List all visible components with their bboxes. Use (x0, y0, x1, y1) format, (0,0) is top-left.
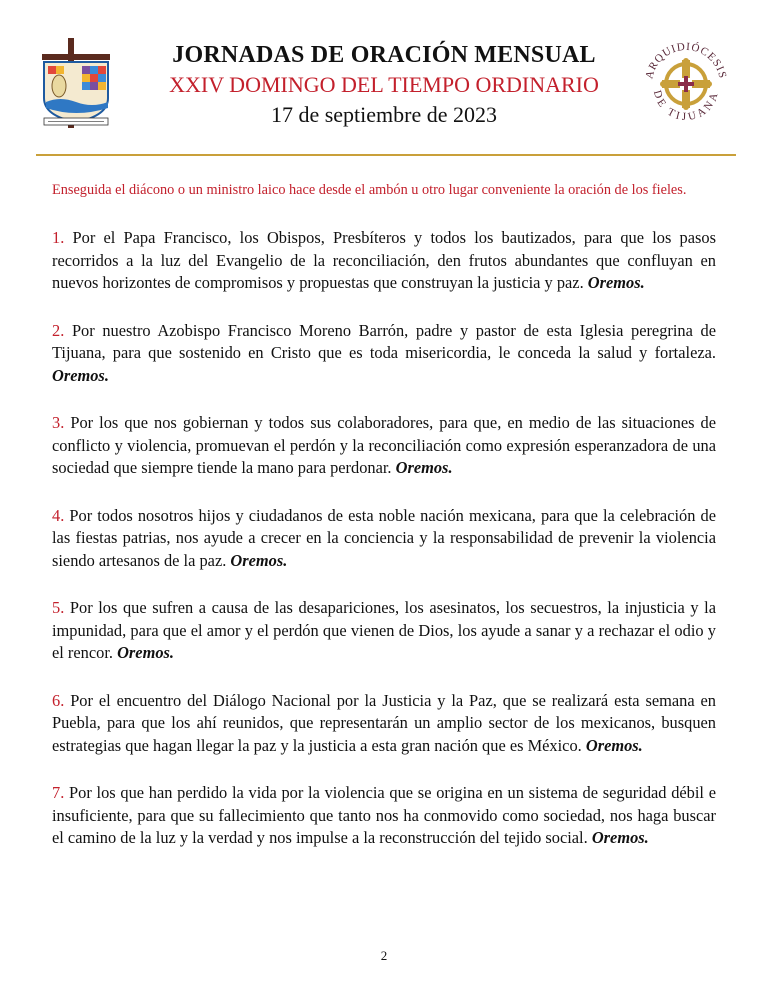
intention-number: 6. (52, 690, 65, 710)
prayer-intention (52, 690, 716, 758)
page-number: 2 (380, 948, 388, 963)
response-oremos: Oremos. (585, 735, 643, 755)
intention-text: Por el encuentro del Diálogo Nacional por la Justicia y la Paz, que se realizará esta semana en Puebla, para que los ahí reunidos, que representarán un amplio sector de los mexicanos, busquen estrategias que hagan llegar la paz y la justicia a esta gran nación que es México. (52, 690, 716, 755)
archdiocese-seal-logo (640, 38, 732, 130)
intention-text: Por el Papa Francisco, los Obispos, Presbíteros y todos los bautizados, para que los pasos recorridos a la luz del Evangelio de la reconciliación, den frutos abundantes que confluyan en nuevos horizontes de compromisos y propuestas que construyan la justicia y paz. (52, 228, 716, 292)
intention-number: 7. (52, 783, 65, 802)
prayer-intention (52, 320, 716, 388)
liturgical-rubric: Enseguida el diácono o un ministro laico hace desde el ambón u otro lugar conveniente la oración de los fieles. (52, 182, 687, 198)
intention-number: 2. (52, 320, 65, 340)
prayer-intention (52, 597, 716, 665)
liturgical-sunday: XXIV DOMINGO DEL TIEMPO ORDINARIO (169, 72, 599, 97)
intention-text: Por nuestro Azobispo Francisco Moreno Barrón, padre y pastor de esta Iglesia peregrina de Tijuana, para que sostenido en Cristo que es toda misericordia, le conceda la salud y fortaleza. (52, 320, 716, 362)
intention-text: Por los que nos gobiernan y todos sus colaboradores, para que, en medio de las situaciones de conflicto y violencia, promuevan el perdón y la reconciliación como expresión esperanzadora de una sociedad que siempre tiende la mano para perdonar. (52, 413, 716, 477)
header-divider (36, 154, 736, 156)
page-title: JORNADAS DE ORACIÓN MENSUAL (172, 42, 596, 68)
page-header (0, 0, 768, 160)
svg-text:DE TIJUANA: DE TIJUANA (650, 88, 722, 124)
intention-text: Por los que han perdido la vida por la violencia que se origina en un sistema de seguridad débil e insuficiente, para que su fallecimiento que tanto nos ha conmovido como sociedad, nos haga buscar el camino de la luz y la verdad y nos impulse a la reconstrucción del tejido social. (52, 783, 716, 847)
prayer-intention (52, 505, 716, 573)
intention-text: Por todos nosotros hijos y ciudadanos de esta noble nación mexicana, para que la celebración de las fiestas patrias, nos ayude a crecer en la conciencia y la responsabilidad de prevenir la violencia siendo artesanos de la paz. (52, 505, 716, 570)
intention-number: 4. (52, 505, 65, 525)
response-oremos: Oremos. (395, 458, 453, 477)
prayer-intention (52, 412, 716, 480)
svg-text:ARQUIDIÓCESIS: ARQUIDIÓCESIS (643, 40, 729, 81)
response-oremos: Oremos. (591, 828, 649, 847)
prayer-intention (52, 782, 716, 850)
response-oremos: Oremos. (587, 273, 645, 292)
response-oremos: Oremos. (52, 365, 109, 385)
intention-number: 5. (52, 598, 65, 617)
header-titles (140, 40, 628, 130)
prayer-intention (52, 227, 716, 295)
intention-number: 3. (52, 413, 65, 432)
response-oremos: Oremos. (230, 550, 288, 570)
diocese-coat-of-arms-logo (38, 38, 114, 128)
prayers-of-the-faithful (52, 227, 716, 875)
intention-number: 1. (52, 228, 65, 247)
celebration-date: 17 de septiembre de 2023 (270, 102, 498, 127)
response-oremos: Oremos. (117, 643, 175, 662)
intention-text: Por los que sufren a causa de las desapariciones, los asesinatos, los secuestros, la injusticia y la impunidad, para que el amor y el perdón que vienen de Dios, los ayude a sanar y a rechazar el odio y el rencor. (52, 598, 716, 662)
